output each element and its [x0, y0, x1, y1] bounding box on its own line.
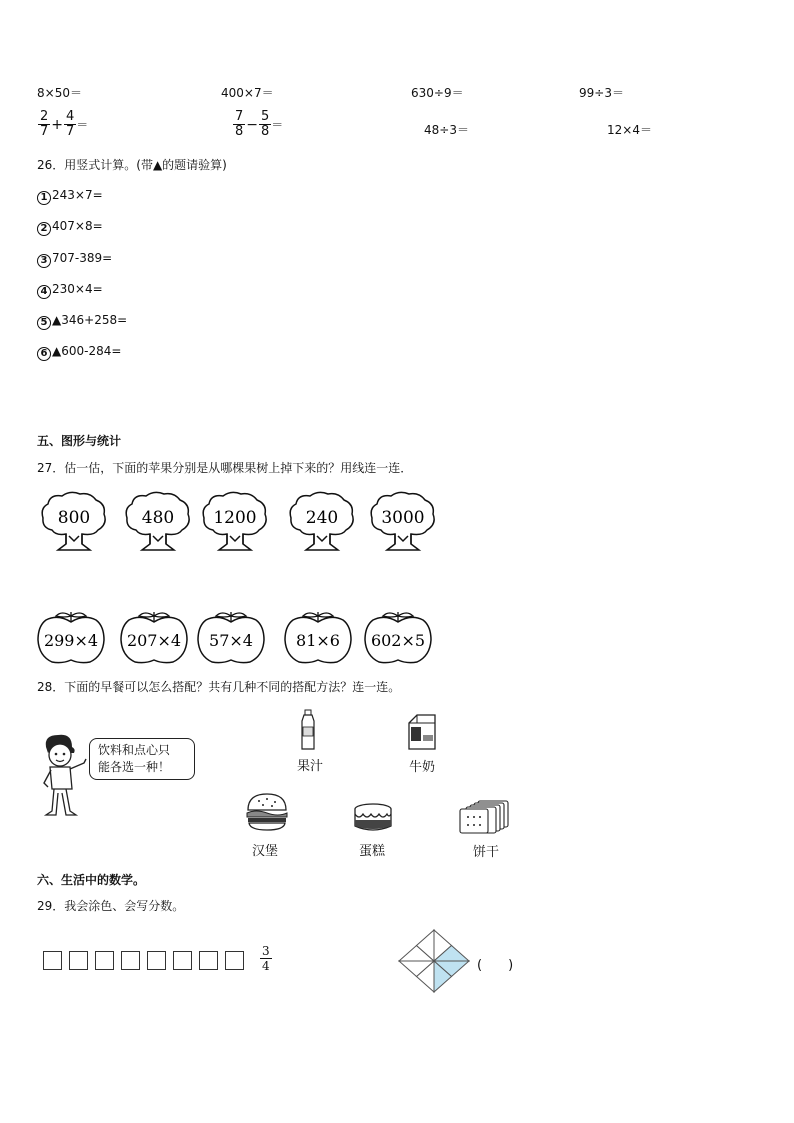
question-29-title: 29．我会涂色、会写分数。	[37, 899, 185, 913]
fraction: $\frac{5}{8}$	[261, 109, 270, 139]
tree-label: 1200	[213, 508, 257, 528]
color-square[interactable]	[199, 951, 218, 970]
shaded-diamond-figure	[398, 928, 470, 994]
tree-label: 240	[305, 508, 339, 528]
fraction-expression-1: $\frac{2}{7}$ + $\frac{4}{7}$ ＝	[40, 109, 89, 139]
apple-1	[36, 608, 106, 666]
q26-item-6: 6 ▲600-284=	[37, 344, 121, 361]
biscuits-label: 饼干	[473, 845, 500, 860]
oral-calc-4: 99÷3＝	[579, 86, 624, 100]
cake-label: 蛋糕	[359, 844, 386, 859]
question-26-title: 26．用竖式计算。(带▲的题请验算)	[37, 158, 227, 172]
speech-bubble: 饮料和点心只 能各选一种！	[89, 738, 195, 780]
q26-item-5: 5 ▲346+258=	[37, 313, 127, 330]
juice-label: 果汁	[297, 759, 324, 774]
juice-bottle-icon	[299, 709, 317, 751]
apple-label: 299×4	[43, 631, 99, 650]
color-square[interactable]	[69, 951, 88, 970]
apple-label: 57×4	[209, 631, 253, 650]
section-5-heading: 五、图形与统计	[37, 434, 122, 448]
oral-calc-8: 12×4＝	[607, 123, 652, 137]
color-square[interactable]	[43, 951, 62, 970]
oral-calc-7: 48÷3＝	[424, 123, 469, 137]
color-square[interactable]	[173, 951, 192, 970]
apple-3	[196, 608, 266, 666]
fraction-expression-2: $\frac{7}{8}$ − $\frac{5}{8}$ ＝	[235, 109, 284, 139]
milk-label: 牛奶	[409, 760, 436, 775]
hamburger-icon	[244, 792, 290, 832]
color-square[interactable]	[147, 951, 166, 970]
color-square[interactable]	[225, 951, 244, 970]
q26-item-4: 4 230×4=	[37, 282, 103, 299]
biscuits-icon	[456, 799, 512, 835]
tree-3	[199, 490, 271, 560]
apple-label: 602×5	[370, 631, 426, 650]
q29-fraction: $\frac{3}{4}$	[262, 944, 270, 973]
milk-carton-icon	[405, 713, 439, 751]
apple-label: 207×4	[126, 631, 182, 650]
question-27-title: 27．估一估，下面的苹果分别是从哪棵果树上掉下来的？用线连一连．	[37, 461, 413, 475]
apple-2	[119, 608, 189, 666]
q26-item-1: 1 243×7=	[37, 188, 103, 205]
tree-4	[286, 490, 358, 560]
tree-label: 800	[57, 508, 91, 528]
apple-label: 81×6	[296, 631, 340, 650]
fraction: $\frac{4}{7}$	[66, 109, 75, 139]
hamburger-label: 汉堡	[252, 844, 279, 859]
apple-4	[283, 608, 353, 666]
q26-item-2: 2 407×8=	[37, 219, 103, 236]
tree-5	[367, 490, 439, 560]
fraction: $\frac{7}{8}$	[235, 109, 244, 139]
section-6-heading: 六、生活中的数学。	[37, 873, 146, 887]
q29-answer-blank: ( )	[477, 958, 514, 973]
question-28-title: 28．下面的早餐可以怎么搭配？共有几种不同的搭配方法？连一连。	[37, 680, 401, 694]
oral-calc-2: 400×7＝	[221, 86, 274, 100]
boy-illustration	[32, 733, 94, 821]
color-square[interactable]	[121, 951, 140, 970]
color-square[interactable]	[95, 951, 114, 970]
tree-label: 480	[141, 508, 175, 528]
q26-item-3: 3 707-389=	[37, 251, 112, 268]
cake-icon	[352, 802, 394, 834]
tree-2	[122, 490, 194, 560]
tree-1	[38, 490, 110, 560]
tree-label: 3000	[381, 508, 425, 528]
fraction: $\frac{2}{7}$	[40, 109, 49, 139]
oral-calc-3: 630÷9＝	[411, 86, 464, 100]
oral-calc-1: 8×50＝	[37, 86, 82, 100]
apple-5	[363, 608, 433, 666]
